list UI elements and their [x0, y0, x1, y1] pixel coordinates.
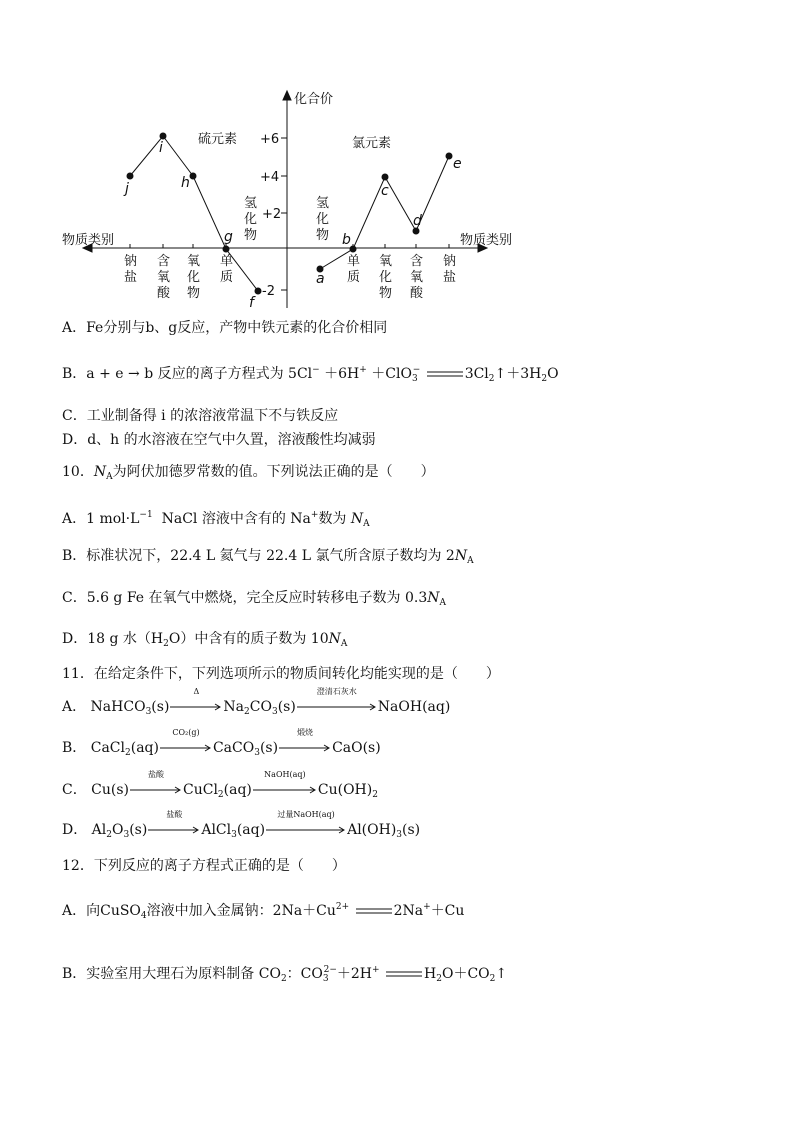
- category-left-hydride: 氢化物: [244, 196, 258, 243]
- point-h: [190, 173, 197, 180]
- label-f: f: [249, 295, 254, 311]
- category-left-oxyacid: 含氧酸: [157, 254, 171, 301]
- q10-option-a: A．1 $mol\cdot L^{-1}$ NaCl 溶液中含有的 Na+数为 $N_A$: [62, 510, 370, 529]
- q11-option-c: C． Cu(s) 盐酸 CuCl$_2$(aq) NaOH(aq) $Cu(OH)_2$: [62, 770, 378, 800]
- category-right-oxide: 氧化物: [379, 254, 393, 301]
- q11-option-d: D． $Al_2O_3(s)$ 盐酸 AlCl$_3$(aq) 过量NaOH(aq) $Al(OH)_3(s)$: [62, 810, 421, 840]
- point-j: [127, 173, 134, 180]
- point-f: [255, 288, 262, 295]
- q10-stem: 10．$N_A$为阿伏加德罗常数的值。下列说法正确的是（ ）: [62, 464, 435, 482]
- sulfur-series-label: 硫元素: [198, 132, 238, 147]
- q9-option-c: C．工业制备得 i 的浓溶液常温下不与铁反应: [62, 408, 339, 424]
- tick-label-neg2: -2: [262, 284, 275, 299]
- label-e: e: [453, 156, 462, 172]
- point-g: [223, 246, 230, 253]
- q11-option-b: B． CaCl$_2$(aq) CO₂(g) CaCO$_3$(s) 煅烧 CaO(s): [62, 728, 381, 758]
- category-right-element: 单质: [347, 254, 361, 285]
- q9-option-d: D．d、h 的水溶液在空气中久置，溶液酸性均减弱: [62, 432, 376, 448]
- label-b: b: [342, 232, 351, 248]
- q12-option-a: A．向CuSO$_4$溶液中加入金属钠：$2Na+Cu^{2+}$ 2Na+＋Cu: [62, 902, 465, 921]
- q11-stem: 11．在给定条件下，下列选项所示的物质间转化均能实现的是（ ）: [62, 666, 500, 682]
- category-right-oxyacid: 含氧酸: [410, 254, 424, 301]
- x-axis-label-left: 物质类别: [62, 233, 115, 248]
- label-h: h: [181, 175, 190, 191]
- category-right-sodium-salt: 钠盐: [443, 254, 457, 285]
- chlorine-series-label: 氯元素: [352, 136, 392, 151]
- y-axis-label: 化合价: [294, 92, 334, 107]
- tick-label-4: +4: [260, 170, 280, 185]
- category-left-sodium-salt: 钠盐: [124, 254, 138, 285]
- q10-option-c: C．5.6 g Fe 在氧气中燃烧，完全反应时转移电子数为 $0.3N_A$: [62, 590, 446, 608]
- tick-label-2: +2: [262, 207, 282, 222]
- valence-category-figure: [0, 0, 794, 320]
- label-g: g: [224, 229, 233, 245]
- q11-option-a: A． NaHCO$_3$(s) Δ $Na_2CO_3(s)$ 澄清石灰水 NaOH(aq): [62, 687, 451, 717]
- label-a: a: [316, 271, 325, 287]
- chlorine-line: [320, 156, 449, 269]
- tick-label-6: +6: [260, 132, 280, 147]
- q12-stem: 12．下列反应的离子方程式正确的是（ ）: [62, 858, 346, 874]
- q10-option-d: D．18 g 水$(H_2O)$中含有的质子数为 $10N_A$: [62, 631, 348, 649]
- q10-option-b: B．标准状况下，22.4 L 氦气与 22.4 L 氯气所含原子数均为 $2N_A$: [62, 548, 474, 566]
- point-c: [382, 174, 389, 181]
- y-axis-arrow: [283, 91, 291, 100]
- label-j: j: [125, 181, 129, 197]
- point-e: [446, 153, 453, 160]
- category-left-element: 单质: [220, 254, 234, 285]
- q9-option-a: A．Fe分别与b、g反应，产物中铁元素的化合价相同: [62, 320, 388, 336]
- q12-option-b: B．实验室用大理石为原料制备 $CO_2$：$CO_3^{2-}+2H^+$ $H_2O+CO_2↑$: [62, 965, 508, 984]
- label-i: i: [159, 140, 163, 156]
- category-right-hydride: 氢化物: [316, 196, 330, 243]
- label-c: c: [381, 183, 389, 199]
- category-left-oxide: 氧化物: [187, 254, 201, 301]
- point-i: [160, 133, 167, 140]
- x-axis-label-right: 物质类别: [460, 233, 513, 248]
- label-d: d: [413, 213, 422, 229]
- q9-option-b: B．a + e → b 反应的离子方程式为 5Cl− ＋6H+ ＋ClO$_3$− $3Cl_2↑+3H_2O$: [62, 365, 559, 384]
